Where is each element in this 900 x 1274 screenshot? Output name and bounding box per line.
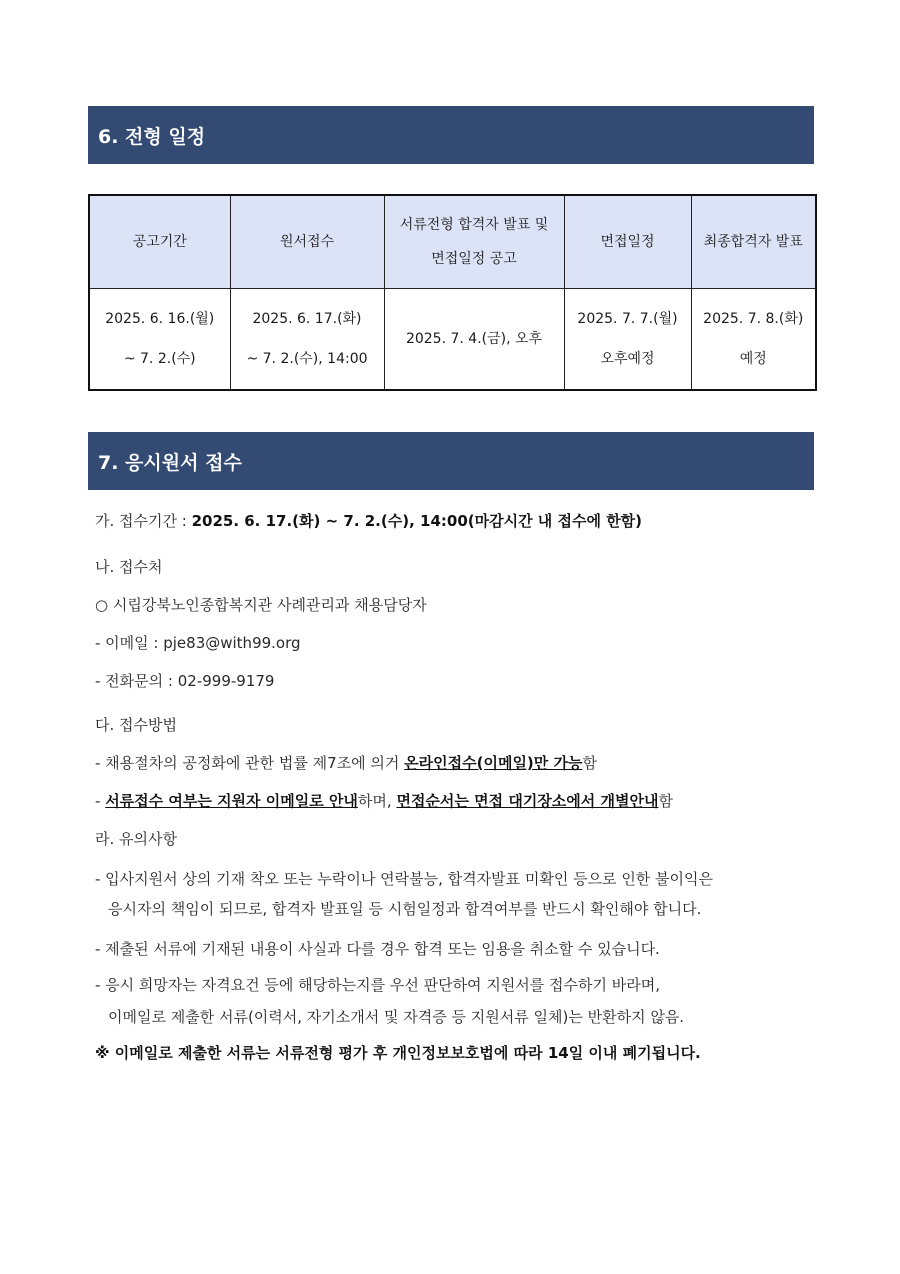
receipt-method-heading: 다. 접수방법 [95,716,177,734]
note-1-line-2: 응시자의 책임이 되므로, 합격자 발표일 등 시험일정과 합격여부를 반드시 확인해야 합니다. [108,900,702,918]
cell-final-result: 2025. 7. 8.(화) 예정 [691,289,816,391]
note-1-line-1: - 입사지원서 상의 기재 착오 또는 누락이나 연락불능, 합격자발표 미확인 등으로 인한 불이익은 [95,870,714,888]
cell-interview-schedule: 2025. 7. 7.(월) 오후예정 [564,289,691,391]
receipt-method-online: - 채용절차의 공정화에 관한 법률 제7조에 의거 온라인접수(이메일)만 가능함 [95,754,597,772]
receipt-organization: ○ 시립강북노인종합복지관 사례관리과 채용담당자 [95,596,427,614]
contact-email: - 이메일 : pje83@with99.org [95,634,301,652]
header-document-result: 서류전형 합격자 발표 및 면접일정 공고 [384,195,564,289]
section-7-heading [88,432,814,490]
header-application-receipt: 원서접수 [230,195,384,289]
schedule-data-row [89,289,816,391]
header-interview-schedule: 면접일정 [564,195,691,289]
cell-announcement-period: 2025. 6. 16.(월) ~ 7. 2.(수) [89,289,230,391]
schedule-header-row [89,195,816,289]
contact-phone: - 전화문의 : 02-999-9179 [95,672,275,690]
schedule-table [88,194,817,391]
section-6-title: 6. 전형 일정 [98,125,206,148]
cell-document-result: 2025. 7. 4.(금), 오후 [384,289,564,391]
notes-heading: 라. 유의사항 [95,830,177,848]
header-final-result: 최종합격자 발표 [691,195,816,289]
receipt-place-heading: 나. 접수처 [95,558,163,576]
note-3-line-1: - 응시 희망자는 자격요건 등에 해당하는지를 우선 판단하여 지원서를 접수하기 바라며, [95,976,661,994]
note-2: - 제출된 서류에 기재된 내용이 사실과 다를 경우 합격 또는 임용을 취소할 수 있습니다. [95,940,660,958]
cell-application-receipt: 2025. 6. 17.(화) ~ 7. 2.(수), 14:00 [230,289,384,391]
header-announcement-period: 공고기간 [89,195,230,289]
final-disposal-note: ※ 이메일로 제출한 서류는 서류전형 평가 후 개인정보보호법에 따라 14일 이내 폐기됩니다. [95,1044,701,1062]
section-7-title: 7. 응시원서 접수 [98,451,242,474]
receipt-period: 가. 접수기간 : 2025. 6. 17.(화) ~ 7. 2.(수), 14:00(마감시간 내 접수에 한함) [95,512,643,530]
section-6-heading [88,106,814,164]
receipt-method-notice: - 서류접수 여부는 지원자 이메일로 안내하며, 면접순서는 면접 대기장소에서 개별안내함 [95,792,673,810]
note-3-line-2: 이메일로 제출한 서류(이력서, 자기소개서 및 자격증 등 지원서류 일체)는 반환하지 않음. [108,1008,685,1026]
receipt-period-value: 2025. 6. 17.(화) ~ 7. 2.(수), 14:00(마감시간 내 접수에 한함) [191,512,643,530]
